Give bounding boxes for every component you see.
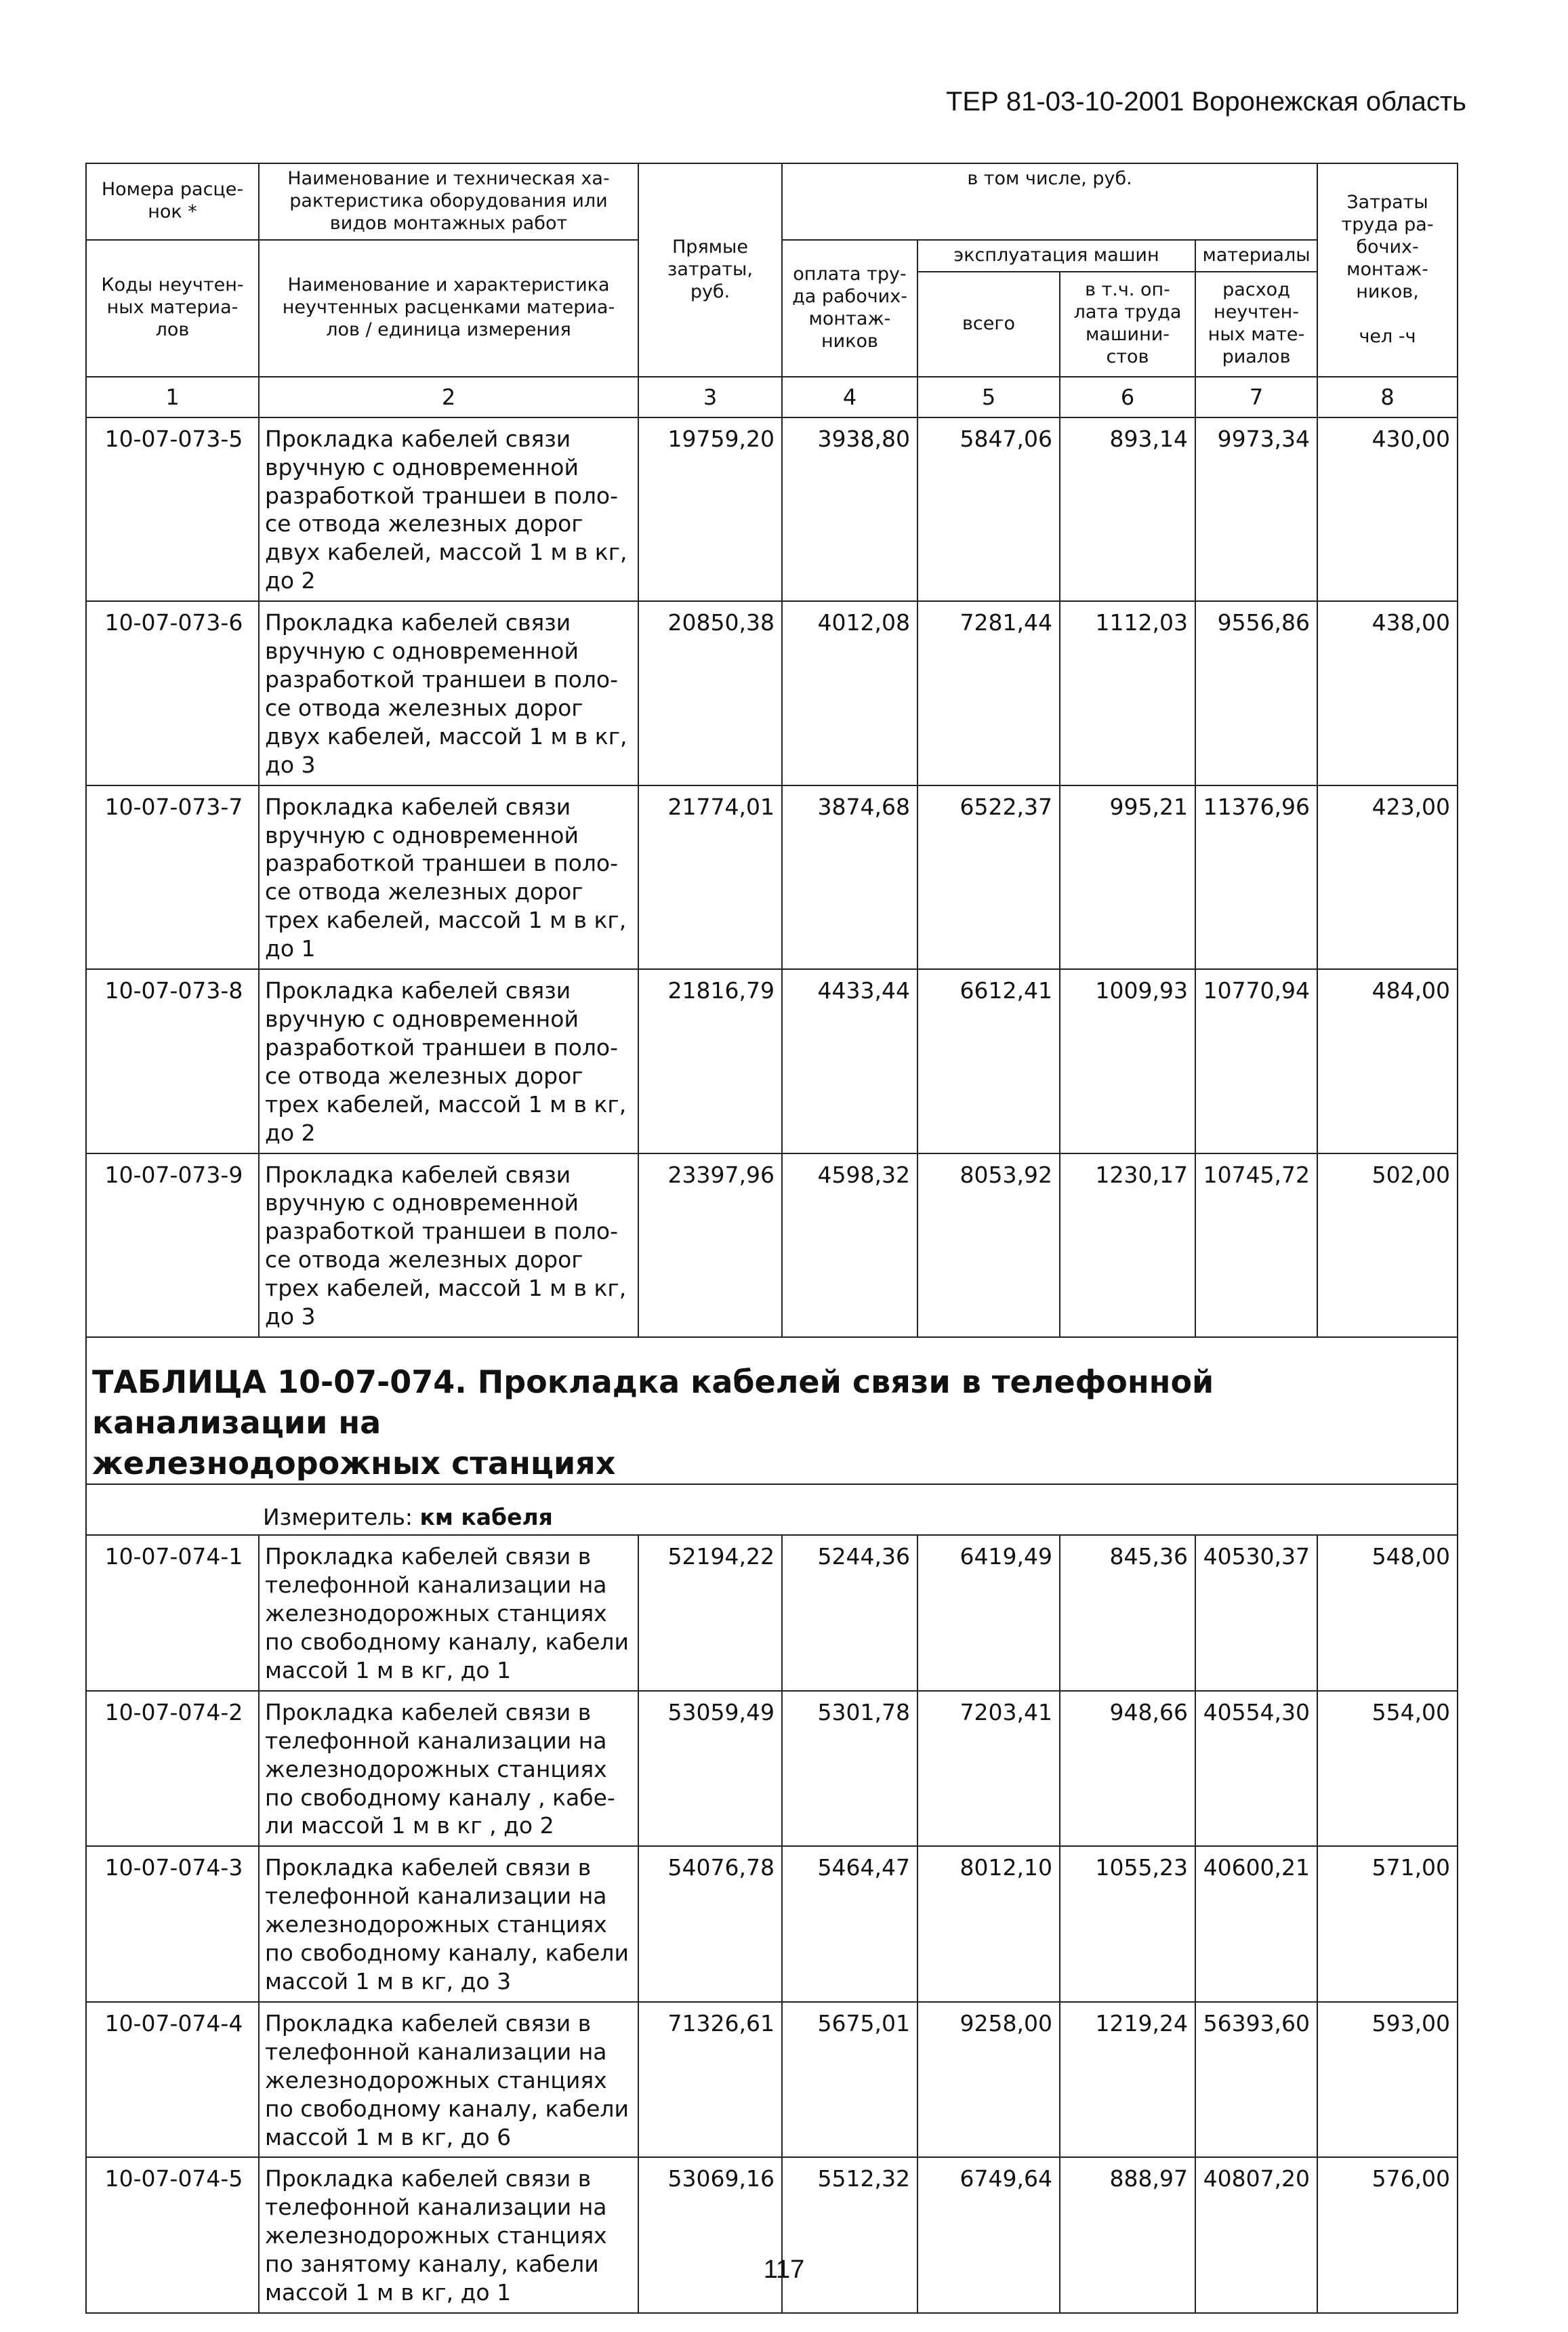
table-row <box>86 417 1458 601</box>
rate-description: Прокладка кабелей связи в телефонной канализации на железнодорожных станциях по свободному каналу, кабели массой 1 м в кг, до 3 <box>259 1846 638 2002</box>
materials-cost: 40807,20 <box>1195 2157 1317 2313</box>
header-material-name: Наименование и характеристика неучтенных расценками материа- лов / единица измерения <box>259 240 638 377</box>
materials-cost: 40554,30 <box>1195 1691 1317 1847</box>
header-rate-numbers: Номера расце- нок * <box>86 163 259 240</box>
direct-costs: 52194,22 <box>638 1535 782 1691</box>
machinist-wages: 995,21 <box>1060 785 1195 969</box>
materials-cost: 11376,96 <box>1195 785 1317 969</box>
worker-wages: 5244,36 <box>782 1535 917 1691</box>
column-number: 7 <box>1195 377 1317 417</box>
rate-code: 10-07-073-6 <box>86 601 259 785</box>
direct-costs: 20850,38 <box>638 601 782 785</box>
table-row <box>86 1846 1458 2002</box>
direct-costs: 54076,78 <box>638 1846 782 2002</box>
column-number: 2 <box>259 377 638 417</box>
column-number: 6 <box>1060 377 1195 417</box>
column-numbers-row <box>86 377 1458 417</box>
direct-costs: 21774,01 <box>638 785 782 969</box>
labor-hours: 423,00 <box>1317 785 1458 969</box>
measurement-unit-label: Измеритель: <box>263 1504 420 1531</box>
machines-total: 6749,64 <box>917 2157 1060 2313</box>
machines-total: 8053,92 <box>917 1153 1060 1337</box>
direct-costs: 21816,79 <box>638 969 782 1153</box>
direct-costs: 71326,61 <box>638 2002 782 2158</box>
price-table <box>85 163 1458 2314</box>
labor-hours: 593,00 <box>1317 2002 1458 2158</box>
worker-wages: 4433,44 <box>782 969 917 1153</box>
machines-total: 5847,06 <box>917 417 1060 601</box>
rate-description: Прокладка кабелей связи в телефонной канализации на железнодорожных станциях по свободному каналу, кабели массой 1 м в кг, до 1 <box>259 1535 638 1691</box>
header-worker-wages: оплата тру- да рабочих- монтаж- ников <box>782 240 917 377</box>
machines-total: 9258,00 <box>917 2002 1060 2158</box>
table-row <box>86 601 1458 785</box>
column-number: 8 <box>1317 377 1458 417</box>
page-header: ТЕР 81-03-10-2001 Воронежская область <box>945 87 1466 117</box>
header-including-group: в том числе, руб. <box>782 163 1317 240</box>
header-machinist-wages: в т.ч. оп- лата труда машини- стов <box>1060 272 1195 377</box>
table-row <box>86 1691 1458 1847</box>
labor-hours: 438,00 <box>1317 601 1458 785</box>
machinist-wages: 1009,93 <box>1060 969 1195 1153</box>
labor-hours: 430,00 <box>1317 417 1458 601</box>
machines-total: 8012,10 <box>917 1846 1060 2002</box>
materials-cost: 56393,60 <box>1195 2002 1317 2158</box>
machines-total: 7281,44 <box>917 601 1060 785</box>
rate-description: Прокладка кабелей связи в телефонной канализации на железнодорожных станциях по свободному каналу, кабели массой 1 м в кг, до 6 <box>259 2002 638 2158</box>
machines-total: 6612,41 <box>917 969 1060 1153</box>
section-title <box>92 1362 1457 1484</box>
rate-code: 10-07-074-4 <box>86 2002 259 2158</box>
labor-hours: 571,00 <box>1317 1846 1458 2002</box>
machinist-wages: 948,66 <box>1060 1691 1195 1847</box>
machines-total: 7203,41 <box>917 1691 1060 1847</box>
rate-code: 10-07-073-8 <box>86 969 259 1153</box>
machinist-wages: 1230,17 <box>1060 1153 1195 1337</box>
machinist-wages: 1055,23 <box>1060 1846 1195 2002</box>
header-material-codes: Коды неучтен- ных материа- лов <box>86 240 259 377</box>
rate-code: 10-07-073-9 <box>86 1153 259 1337</box>
measurement-unit-row <box>86 1484 1458 1535</box>
worker-wages: 3874,68 <box>782 785 917 969</box>
materials-cost: 10745,72 <box>1195 1153 1317 1337</box>
rate-description: Прокладка кабелей связи в телефонной канализации на железнодорожных станциях по свободному каналу , кабе- ли массой 1 м в кг , до 2 <box>259 1691 638 1847</box>
section-title-line1: ТАБЛИЦА 10-07-074. Прокладка кабелей связи в телефонной канализации на <box>92 1363 1214 1441</box>
column-number: 4 <box>782 377 917 417</box>
table-row <box>86 2157 1458 2313</box>
materials-cost: 9556,86 <box>1195 601 1317 785</box>
rate-description: Прокладка кабелей связи вручную с одновременной разработкой траншеи в поло- се отвода железных дорог трех кабелей, массой 1 м в кг, до 1 <box>259 785 638 969</box>
rate-code: 10-07-074-3 <box>86 1846 259 2002</box>
materials-cost: 10770,94 <box>1195 969 1317 1153</box>
column-number: 5 <box>917 377 1060 417</box>
materials-cost: 40530,37 <box>1195 1535 1317 1691</box>
labor-hours: 576,00 <box>1317 2157 1458 2313</box>
machines-total: 6522,37 <box>917 785 1060 969</box>
rate-code: 10-07-074-1 <box>86 1535 259 1691</box>
machines-total: 6419,49 <box>917 1535 1060 1691</box>
table-row <box>86 2002 1458 2158</box>
header-machines-total: всего <box>917 272 1060 377</box>
materials-cost: 40600,21 <box>1195 1846 1317 2002</box>
table-row <box>86 785 1458 969</box>
table-row <box>86 1153 1458 1337</box>
header-work-name: Наименование и техническая ха- рактеристика оборудования или видов монтажных работ <box>259 163 638 240</box>
table-row <box>86 969 1458 1153</box>
rate-code: 10-07-073-7 <box>86 785 259 969</box>
header-materials: материалы <box>1195 240 1317 272</box>
machinist-wages: 893,14 <box>1060 417 1195 601</box>
rate-code: 10-07-074-2 <box>86 1691 259 1847</box>
worker-wages: 5675,01 <box>782 2002 917 2158</box>
direct-costs: 53059,49 <box>638 1691 782 1847</box>
worker-wages: 4598,32 <box>782 1153 917 1337</box>
direct-costs: 53069,16 <box>638 2157 782 2313</box>
labor-hours: 548,00 <box>1317 1535 1458 1691</box>
direct-costs: 23397,96 <box>638 1153 782 1337</box>
section-title-line2: железнодорожных станциях <box>92 1444 616 1481</box>
direct-costs: 19759,20 <box>638 417 782 601</box>
worker-wages: 3938,80 <box>782 417 917 601</box>
header-machine-operation: эксплуатация машин <box>917 240 1195 272</box>
machinist-wages: 1219,24 <box>1060 2002 1195 2158</box>
labor-hours: 554,00 <box>1317 1691 1458 1847</box>
header-labor-costs: Затраты труда ра- бочих- монтаж- ников, чел -ч <box>1317 163 1458 377</box>
rate-description: Прокладка кабелей связи в телефонной канализации на железнодорожных станциях по занятому каналу, кабели массой 1 м в кг, до 1 <box>259 2157 638 2313</box>
header-direct-costs: Прямые затраты, руб. <box>638 163 782 377</box>
worker-wages: 4012,08 <box>782 601 917 785</box>
materials-cost: 9973,34 <box>1195 417 1317 601</box>
machinist-wages: 888,97 <box>1060 2157 1195 2313</box>
rate-description: Прокладка кабелей связи вручную с одновременной разработкой траншеи в поло- се отвода железных дорог трех кабелей, массой 1 м в кг, до 3 <box>259 1153 638 1337</box>
worker-wages: 5464,47 <box>782 1846 917 2002</box>
column-number: 3 <box>638 377 782 417</box>
machinist-wages: 1112,03 <box>1060 601 1195 785</box>
rate-description: Прокладка кабелей связи вручную с одновременной разработкой траншеи в поло- се отвода железных дорог двух кабелей, массой 1 м в кг, до 3 <box>259 601 638 785</box>
page-number: 117 <box>763 2255 805 2284</box>
rate-code: 10-07-073-5 <box>86 417 259 601</box>
worker-wages: 5301,78 <box>782 1691 917 1847</box>
rate-code: 10-07-074-5 <box>86 2157 259 2313</box>
header-unaccounted-materials: расход неучтен- ных мате- риалов <box>1195 272 1317 377</box>
worker-wages: 5512,32 <box>782 2157 917 2313</box>
table-row <box>86 1535 1458 1691</box>
labor-hours: 502,00 <box>1317 1153 1458 1337</box>
measurement-unit-value: км кабеля <box>419 1504 553 1531</box>
rate-description: Прокладка кабелей связи вручную с одновременной разработкой траншеи в поло- се отвода железных дорог двух кабелей, массой 1 м в кг, до 2 <box>259 417 638 601</box>
labor-hours: 484,00 <box>1317 969 1458 1153</box>
machinist-wages: 845,36 <box>1060 1535 1195 1691</box>
rate-description: Прокладка кабелей связи вручную с одновременной разработкой траншеи в поло- се отвода железных дорог трех кабелей, массой 1 м в кг, до 2 <box>259 969 638 1153</box>
column-number: 1 <box>86 377 259 417</box>
section-heading-row <box>86 1337 1458 1484</box>
